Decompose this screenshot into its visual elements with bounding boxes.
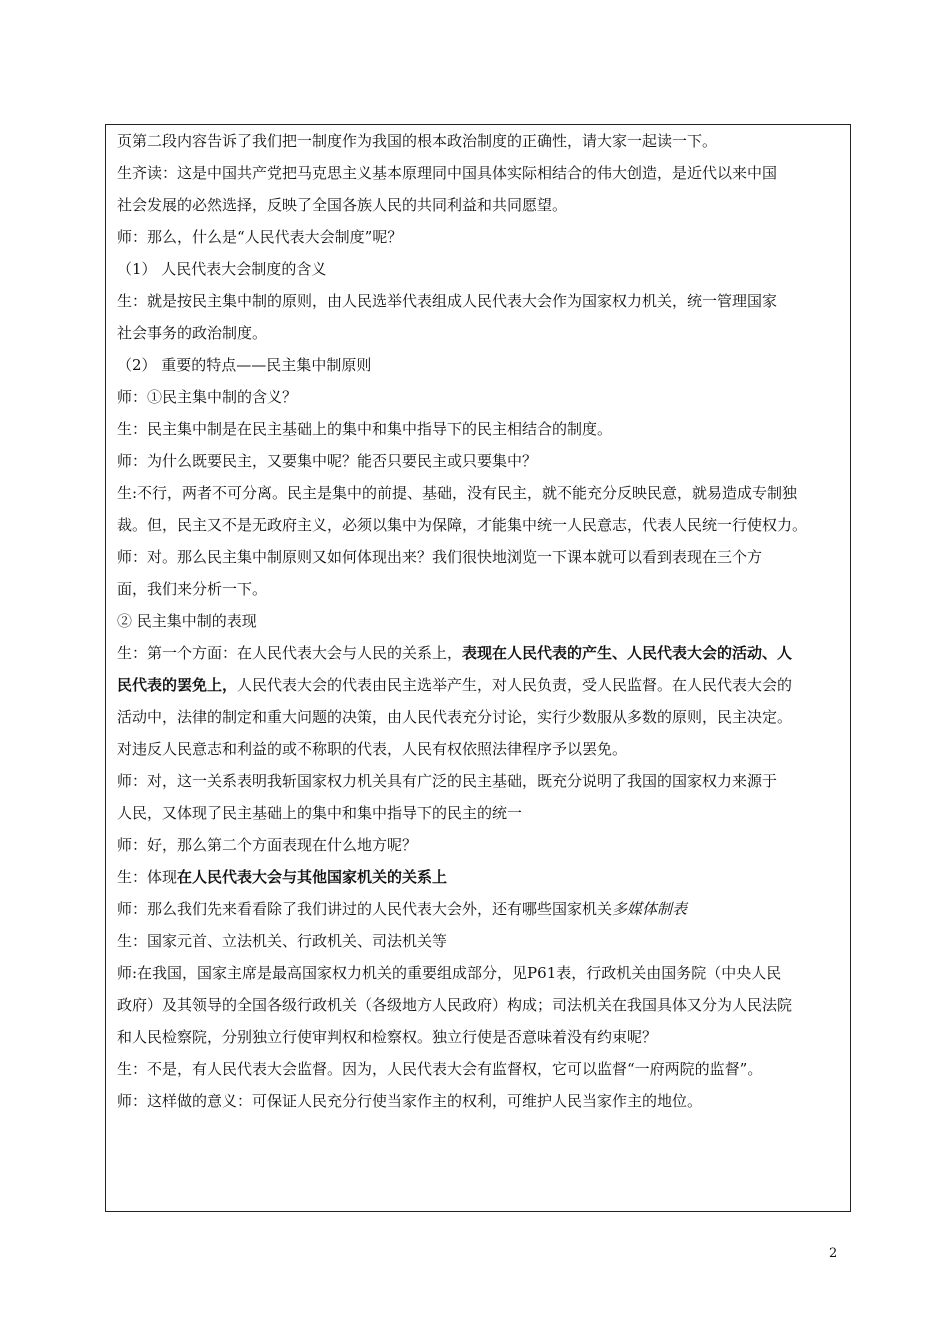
- line-text: 师：这样做的意义：可保证人民充分行使当家作主的权利，可维护人民当家作主的地位。: [117, 1092, 703, 1110]
- line-text: 师：对，这一关系表明我斩国家权力机关具有广泛的民主基础，既充分说明了我国的国家权力来源于: [117, 772, 778, 790]
- text-line: [117, 900, 843, 932]
- text-line: [117, 1060, 843, 1092]
- line-text: 人民代表大会的代表由民主选举产生，对人民负责，受人民监督。在人民代表大会的: [237, 676, 793, 694]
- text-line: [117, 228, 843, 260]
- text-line: [117, 676, 843, 708]
- line-text: 生：就是按民主集中制的原则，由人民选举代表组成人民代表大会作为国家权力机关，统一管理国家: [117, 292, 778, 310]
- line-text: 人民，又体现了民主基础上的集中和集中指导下的民主的统一: [117, 804, 523, 822]
- bold-text: 在人民代表大会与其他国家机关的关系上: [177, 868, 448, 886]
- text-line: [117, 932, 843, 964]
- text-line: [117, 420, 843, 452]
- text-line: [117, 260, 843, 292]
- text-line: [117, 132, 843, 164]
- line-text: （1） 人民代表大会制度的含义: [117, 260, 327, 278]
- document-body: [117, 132, 843, 1124]
- text-line: [117, 292, 843, 324]
- text-line: [117, 1092, 843, 1124]
- line-text: 社会发展的必然选择，反映了全国各族人民的共同利益和共同愿望。: [117, 196, 568, 214]
- line-text: 生：国家元首、立法机关、行政机关、司法机关等: [117, 932, 448, 950]
- text-line: [117, 804, 843, 836]
- line-text: 师：①民主集中制的含义？: [117, 388, 298, 406]
- text-line: [117, 740, 843, 772]
- text-line: [117, 868, 843, 900]
- line-text: 生：民主集中制是在民主基础上的集中和集中指导下的民主相结合的制度。: [117, 420, 613, 438]
- italic-text: 多媒体制表: [612, 900, 688, 918]
- text-line: [117, 964, 843, 996]
- text-line: [117, 836, 843, 868]
- line-text: 页第二段内容告诉了我们把一制度作为我国的根本政治制度的正确性，请大家一起读一下。: [117, 132, 718, 150]
- text-line: [117, 580, 843, 612]
- text-line: [117, 196, 843, 228]
- text-line: [117, 708, 843, 740]
- line-text: 对违反人民意志和利益的或不称职的代表，人民有权依照法律程序予以罢免。: [117, 740, 628, 758]
- line-text: 师：对。那么民主集中制原则又如何体现出来？我们很快地浏览一下课本就可以看到表现在三个方: [117, 548, 763, 566]
- line-text: （2） 重要的特点——民主集中制原则: [117, 356, 372, 374]
- text-line: [117, 356, 843, 388]
- line-text: 师:在我国，国家主席是最高国家权力机关的重要组成部分，见P61表，行政机关由国务院（中央人民: [117, 964, 782, 982]
- text-line: [117, 388, 843, 420]
- line-text: 生：不是，有人民代表大会监督。因为，人民代表大会有监督权，它可以监督“一府两院的监督”。: [117, 1060, 763, 1078]
- text-line: [117, 452, 843, 484]
- line-text: 生齐读：这是中国共产党把马克思主义基本原理同中国具体实际相结合的伟大创造，是近代以来中国: [117, 164, 778, 182]
- line-text: 面，我们来分析一下。: [117, 580, 268, 598]
- line-text: 生：第一个方面：在人民代表大会与人民的关系上，: [117, 644, 463, 662]
- line-text: 政府）及其领导的全国各级行政机关（各级地方人民政府）构成；司法机关在我国具体又分为人民法院: [117, 996, 793, 1014]
- bold-text: 民代表的罢免上，: [117, 676, 238, 694]
- text-line: [117, 644, 843, 676]
- line-text: 活动中，法律的制定和重大问题的决策，由人民代表充分讨论，实行少数服从多数的原则，民主决定。: [117, 708, 793, 726]
- text-line: [117, 324, 843, 356]
- text-line: [117, 548, 843, 580]
- bold-text: 表现在人民代表的产生、人民代表大会的活动、人: [462, 644, 793, 662]
- line-text: 师：为什么既要民主，又要集中呢？能否只要民主或只要集中？: [117, 452, 538, 470]
- line-text: 师：那么，什么是“人民代表大会制度”呢？: [117, 228, 403, 246]
- line-text: ② 民主集中制的表现: [117, 612, 257, 630]
- text-line: [117, 484, 843, 516]
- line-text: 师：好，那么第二个方面表现在什么地方呢？: [117, 836, 418, 854]
- text-line: [117, 612, 843, 644]
- line-text: 社会事务的政治制度。: [117, 324, 268, 342]
- text-line: [117, 996, 843, 1028]
- text-line: [117, 516, 843, 548]
- line-text: 生:不行，两者不可分离。民主是集中的前提、基础，没有民主，就不能充分反映民意，就易造成专制独: [117, 484, 798, 502]
- page-number: 2: [829, 1246, 838, 1261]
- line-text: 和人民检察院，分别独立行使审判权和检察权。独立行使是否意味着没有约束呢？: [117, 1028, 658, 1046]
- text-line: [117, 164, 843, 196]
- text-line: [117, 1028, 843, 1060]
- line-text: 裁。但，民主又不是无政府主义，必须以集中为保障，才能集中统一人民意志，代表人民统一行使权力。: [117, 516, 808, 534]
- line-text: 生：体现: [117, 868, 178, 886]
- text-line: [117, 772, 843, 804]
- line-text: 师：那么我们先来看看除了我们讲过的人民代表大会外，还有哪些国家机关: [117, 900, 613, 918]
